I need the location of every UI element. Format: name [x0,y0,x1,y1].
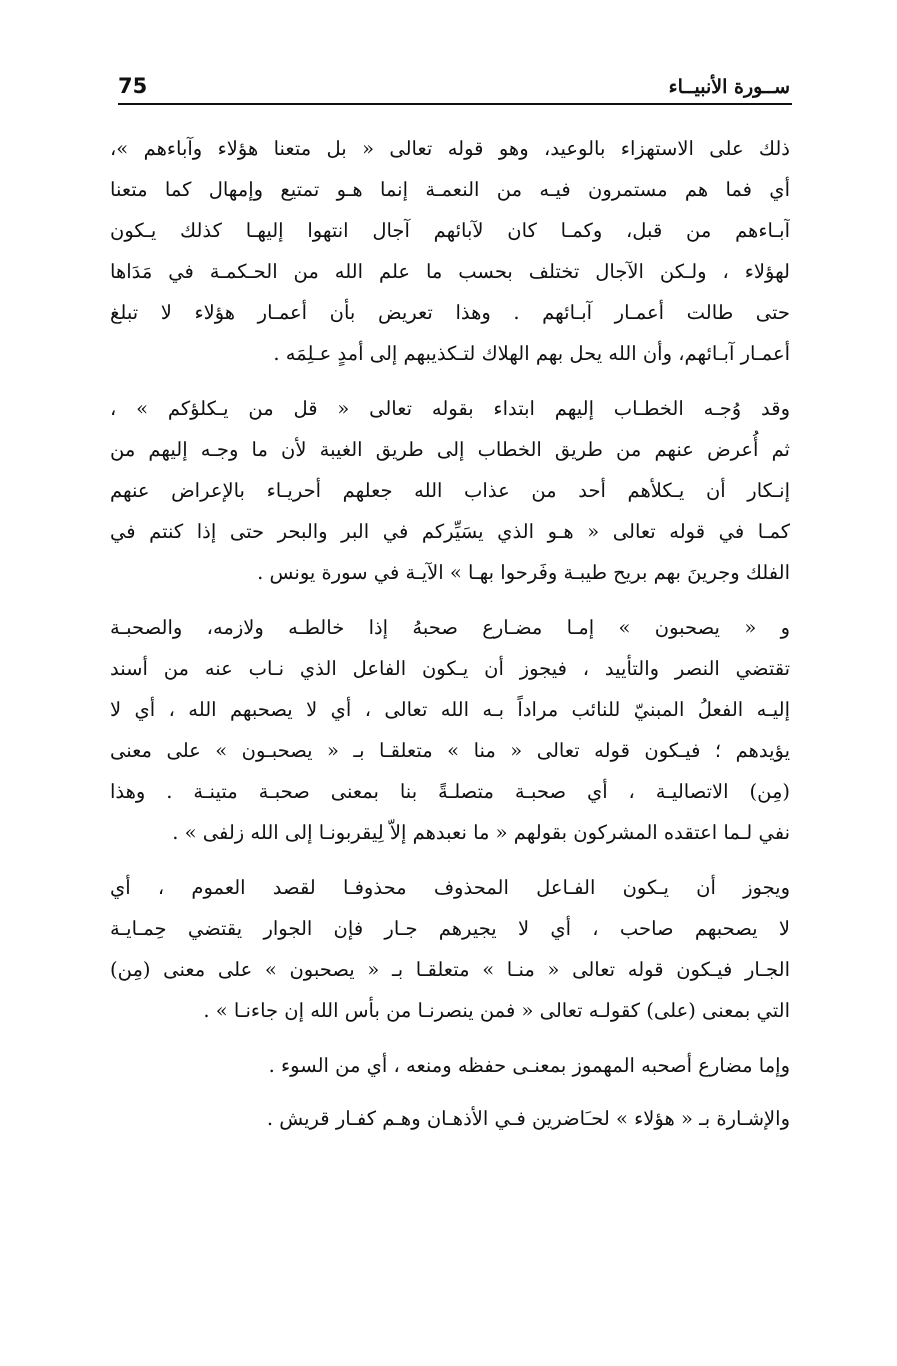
text-line: الفلك وجرينَ بهم بريح طيبـة وفَرحوا بهـا » الآيـة في سورة يونس . [257,561,790,584]
text-line: إليـه الفعلُ المبنيّ للنائب مراداً بـه الله تعالى ، أي لا يصحبهم الله ، أي لا [110,698,790,721]
page-header [118,74,790,106]
text-line: ويجوز أن يـكون الفـاعل المحذوف محذوفـا لقصد العموم ، أي [110,876,790,899]
text-line: لا يصحبهم صاحب ، أي لا يجيرهم جـار فإن الجوار يقتضي حِمـايـة [110,917,790,940]
paragraph-1 [110,128,790,374]
text-line: وقد وُجـه الخطـاب إليهم ابتداء بقوله تعالى « قل من يـكلؤكم » ، [110,397,790,420]
text-line: التي بمعنى (على) كقولـه تعالى « فمن ينصرنـا من بأس الله إن جاءنـا » . [203,999,790,1022]
text-line: الجـار فيـكون قوله تعالى « منـا » متعلقـا بـ « يصحبون » على معنى (مِن) [110,958,790,981]
text-line: لهؤلاء ، ولـكن الآجال تختلف بحسب ما علم الله من الحـكمـة في مَدَاها [110,260,790,283]
text-line: أي فما هم مستمرون فيـه من النعمـة إنما هـو تمتيع وإمهال كما متعنا [110,178,790,201]
paragraph-5 [110,1045,790,1086]
paragraph-2 [110,388,790,593]
text-line: و « يصحبون » إمـا مضـارع صحبهُ إذا خالطـه ولازمه، والصحبـة [110,616,790,639]
text-line: والإشـارة بـ « هؤلاء » لحـَاضرين فـي الأذهـان وهـم كفـار قريش . [266,1107,790,1130]
text-line: ذلك على الاستهزاء بالوعيد، وهو قوله تعالى « بل متعنا هؤلاء وآباءهم »، [110,137,790,160]
text-line: آبـاءهم من قبل، وكمـا كان لآبائهم آجال انتهوا إليهـا كذلك يـكون [110,219,790,242]
text-line: كمـا في قوله تعالى « هـو الذي يسَيِّركم في البر والبحر حتى إذا كنتم في [110,520,790,543]
paragraph-6 [110,1098,790,1139]
text-line: حتى طالت أعمـار آبـائهم . وهذا تعريض بأن أعمـار هؤلاء لا تبلغ [110,301,790,324]
paragraph-3 [110,607,790,853]
surah-title: ســورة الأنبيــاء [668,76,790,98]
text-line: ثم أُعرض عنهم من طريق الخطاب إلى طريق الغيبة لأن ما وجـه إليهم من [110,438,790,461]
text-line: وإما مضارع أصحبه المهموز بمعنـى حفظه ومنعه ، أي من السوء . [268,1054,790,1077]
page-body [110,128,790,1153]
text-line: تقتضي النصر والتأييد ، فيجوز أن يـكون الفاعل الذي نـاب عنه من أسند [110,657,790,680]
text-line: يؤيدهم ؛ فيـكون قوله تعالى « منا » متعلقـا بـ « يصحبـون » على معنى [110,739,790,762]
text-line: (مِن) الاتصاليـة ، أي صحبـة متصلـةً بنا بمعنى صحبـة متينـة . وهذا [110,780,790,803]
page-number: 75 [118,74,148,98]
header-divider [118,103,792,105]
paragraph-4 [110,867,790,1031]
text-line: نفي لـما اعتقده المشركون بقولهم « ما نعبدهم إلاّ لِيقربونـا إلى الله زلفى » . [172,821,790,844]
text-line: إنـكار أن يـكلأهم أحد من عذاب الله جعلهم أحريـاء بالإعراض عنهم [110,479,790,502]
text-line: أعمـار آبـائهم، وأن الله يحل بهم الهلاك لتـكذيبهم إلى أمدٍ عـلِمَه . [273,342,790,365]
